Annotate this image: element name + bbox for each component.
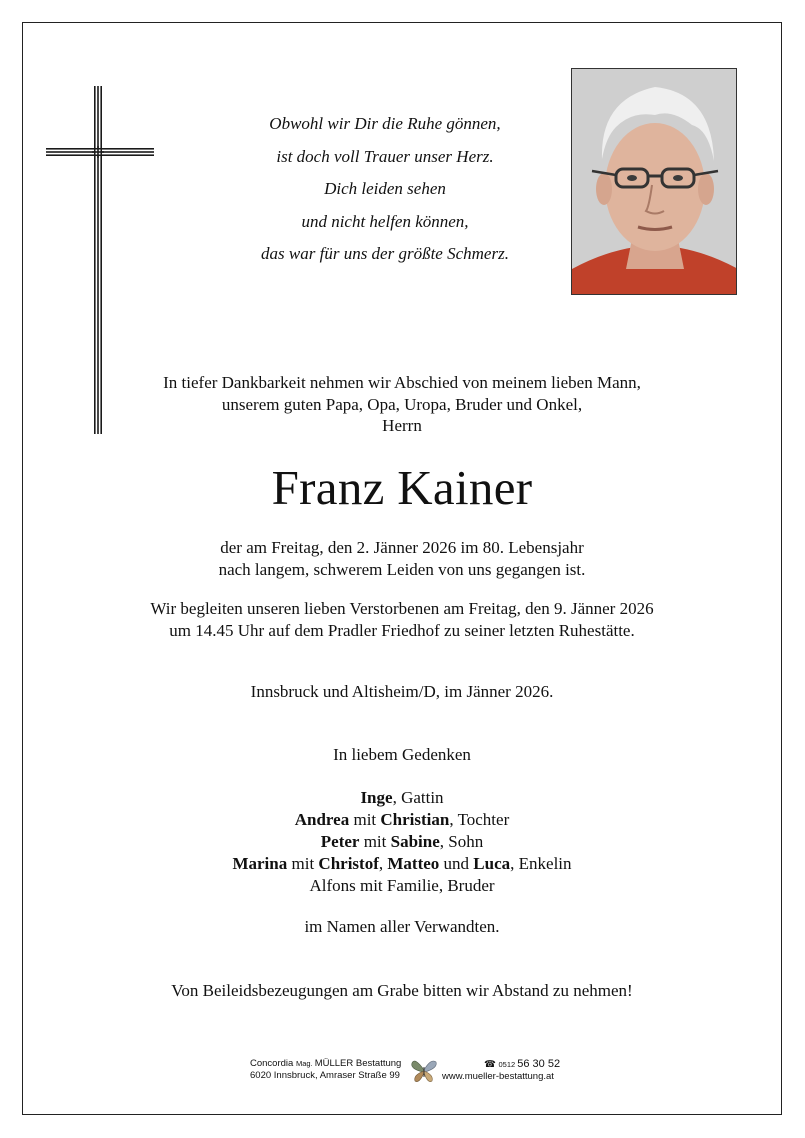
family-connector: und <box>439 854 474 873</box>
family-member: Sabine <box>390 832 440 851</box>
family-line <box>22 787 782 809</box>
deceased-name: Franz Kainer <box>271 460 533 515</box>
family-member: Inge <box>360 788 393 807</box>
portrait-photo <box>571 68 737 295</box>
family-member: Andrea <box>294 810 350 829</box>
death-notice <box>22 537 782 580</box>
poem-line: Obwohl wir Dir die Ruhe gönnen, <box>269 114 501 133</box>
family-relation: , Sohn <box>439 832 484 851</box>
phone-icon: ☎ <box>484 1059 496 1070</box>
family-member: Christian <box>380 810 450 829</box>
family-list <box>22 787 782 897</box>
family-connector: mit <box>287 854 319 873</box>
funeral-home-name: Concordia Mag. MÜLLER Bestattung <box>250 1058 402 1069</box>
poem-line: das war für uns der größte Schmerz. <box>261 244 509 263</box>
family-relation: , Gattin <box>392 788 444 807</box>
family-relation: , Enkelin <box>510 854 572 873</box>
intro-line: Herrn <box>382 416 422 435</box>
family-connector: mit <box>359 832 391 851</box>
funeral-line: Wir begleiten unseren lieben Verstorbenen am Freitag, den 9. Jänner 2026 <box>150 599 654 618</box>
intro-text <box>22 372 782 437</box>
intro-line: In tiefer Dankbarkeit nehmen wir Abschied von meinem lieben Mann, <box>163 373 641 392</box>
death-line: nach langem, schwerem Leiden von uns gegangen ist. <box>218 559 586 579</box>
funeral-home-address: 6020 Innsbruck, Amraser Straße 99 <box>250 1070 400 1081</box>
relatives-note: im Namen aller Verwandten. <box>304 917 500 936</box>
family-connector: , <box>378 854 388 873</box>
poem <box>200 108 570 271</box>
family-line: Alfons mit Familie, Bruder <box>309 876 495 895</box>
death-line: der am Freitag, den 2. Jänner 2026 im 80. Lebensjahr <box>220 538 584 557</box>
family-member: Christof <box>318 854 379 873</box>
family-member: Matteo <box>387 854 440 873</box>
contact-info <box>442 1058 560 1083</box>
funeral-home-info <box>250 1058 401 1082</box>
condolence-request: Von Beileidsbezeugungen am Grabe bitten wir Abstand zu nehmen! <box>171 981 633 1000</box>
family-line <box>22 809 782 831</box>
poem-line: und nicht helfen können, <box>301 211 469 231</box>
family-connector: mit <box>349 810 381 829</box>
poem-line: ist doch voll Trauer unser Herz. <box>276 146 494 166</box>
family-member: Peter <box>320 832 360 851</box>
phone-line: ☎ 0512 56 30 52 <box>484 1058 561 1070</box>
family-line <box>22 831 782 853</box>
in-memory-label: In liebem Gedenken <box>333 745 471 764</box>
family-relation: , Tochter <box>449 810 510 829</box>
intro-line: unserem guten Papa, Opa, Uropa, Bruder und Onkel, <box>221 394 583 414</box>
family-member: Marina <box>232 854 288 873</box>
butterfly-icon <box>409 1055 439 1085</box>
funeral-info <box>22 598 782 641</box>
family-member: Luca <box>473 854 511 873</box>
poem-line: Dich leiden sehen <box>324 179 446 198</box>
place-date: Innsbruck und Altisheim/D, im Jänner 2026. <box>250 682 554 701</box>
website-link[interactable]: www.mueller-bestattung.at <box>442 1071 554 1082</box>
family-line <box>22 853 782 875</box>
funeral-line: um 14.45 Uhr auf dem Pradler Friedhof zu seiner letzten Ruhestätte. <box>169 620 635 640</box>
